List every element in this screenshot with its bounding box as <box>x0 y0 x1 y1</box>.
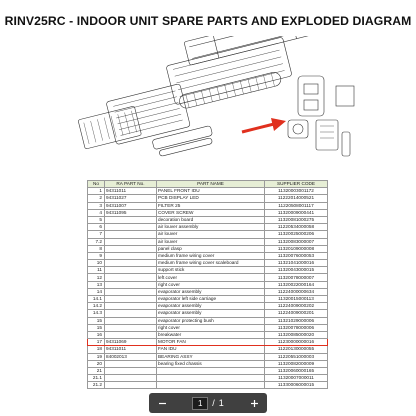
table-row <box>88 195 328 202</box>
cell-supplier-code: 11320015000113 <box>265 296 328 303</box>
cell-no: 16 <box>88 331 105 338</box>
cell-part-name: bearing fixed chassis <box>157 360 265 367</box>
page-indicator <box>192 397 224 410</box>
filter-part <box>78 106 142 149</box>
table-row <box>88 188 328 195</box>
plus-icon <box>250 399 259 408</box>
cell-part-no: 94311011 <box>105 346 157 353</box>
table-row <box>88 252 328 259</box>
cell-part-name: medium frame wiring cover <box>157 252 265 259</box>
cell-part-name: MOTOR FAN <box>157 339 265 346</box>
cell-part-no <box>105 231 157 238</box>
cell-no: 11 <box>88 267 105 274</box>
cell-no: 7 <box>88 231 105 238</box>
cell-part-no <box>105 252 157 259</box>
cell-supplier-code: 11330006000015 <box>265 382 328 389</box>
cell-part-no <box>105 224 157 231</box>
evaporator-part <box>166 37 292 105</box>
cell-part-name: right cover <box>157 324 265 331</box>
cell-supplier-code: 11321041000016 <box>265 260 328 267</box>
cell-part-no <box>105 317 157 324</box>
cell-supplier-code: 11320003001172 <box>265 188 328 195</box>
side-cover-part <box>298 76 324 116</box>
minus-icon <box>158 399 167 408</box>
cell-supplier-code: 11320060000165 <box>265 367 328 374</box>
cell-no: 15 <box>88 317 105 324</box>
cell-part-name: decoration board <box>157 216 265 223</box>
cell-part-no <box>105 367 157 374</box>
cell-part-no: 94311069 <box>105 339 157 346</box>
cell-no: 14.1 <box>88 296 105 303</box>
cell-part-name: air louver <box>157 238 265 245</box>
cell-part-name: left cover <box>157 274 265 281</box>
cell-supplier-code: 11320078000006 <box>265 324 328 331</box>
table-header-row <box>88 181 328 188</box>
table-row <box>88 353 328 360</box>
cell-part-name: evaporator assembly <box>157 303 265 310</box>
cell-no: 1 <box>88 188 105 195</box>
cell-no: 14.3 <box>88 310 105 317</box>
page-separator: / <box>212 398 215 408</box>
cell-supplier-code: 11320009000441 <box>265 209 328 216</box>
cell-part-no <box>105 281 157 288</box>
cell-supplier-code: 11220534000058 <box>265 224 328 231</box>
cell-no: 21.1 <box>88 375 105 382</box>
cell-part-name: COVER SCREW <box>157 209 265 216</box>
louver-part <box>152 125 215 157</box>
cell-part-no <box>105 324 157 331</box>
cell-supplier-code: 11220508001117 <box>265 202 328 209</box>
bracket-part <box>336 86 354 106</box>
cell-part-name: panel clasp <box>157 245 265 252</box>
cell-part-no <box>105 310 157 317</box>
cell-part-no <box>105 360 157 367</box>
cell-supplier-code: 11320022000164 <box>265 281 328 288</box>
current-page-input[interactable]: 1 <box>192 397 208 410</box>
cell-no: 10 <box>88 260 105 267</box>
cell-no: 7.2 <box>88 238 105 245</box>
motor-part <box>288 120 308 138</box>
header-part-no: RA PART No. <box>105 181 157 188</box>
cell-supplier-code: 11321029000006 <box>265 317 328 324</box>
cell-part-no: 94311007 <box>105 202 157 209</box>
cell-supplier-code: 11220130000055 <box>265 346 328 353</box>
zoom-in-button[interactable] <box>247 396 261 410</box>
table-row <box>88 281 328 288</box>
cell-no: 19 <box>88 353 105 360</box>
cell-no: 17 <box>88 339 105 346</box>
cell-no: 21 <box>88 367 105 374</box>
cell-part-no: 94311027 <box>105 195 157 202</box>
cell-supplier-code: 11222014000521 <box>265 195 328 202</box>
page-title: RINV25RC - INDOOR UNIT SPARE PARTS AND EXPLODED DIAGRAM <box>4 14 412 28</box>
cell-part-name: evaporator left side carriage <box>157 296 265 303</box>
cell-part-name: evaporator assembly <box>157 288 265 295</box>
table-row <box>88 267 328 274</box>
table-row <box>88 375 328 382</box>
table-row <box>88 245 328 252</box>
cell-supplier-code: 11320007000011 <box>265 375 328 382</box>
cell-part-no <box>105 267 157 274</box>
cell-part-name <box>157 375 265 382</box>
cell-supplier-code: 11320043000015 <box>265 267 328 274</box>
cell-part-no: 94311011 <box>105 188 157 195</box>
cell-part-no <box>105 375 157 382</box>
cell-part-name: medium frame wiring cover scaleboard <box>157 260 265 267</box>
table-row <box>88 310 328 317</box>
cell-supplier-code: 11320083000007 <box>265 238 328 245</box>
table-row <box>88 331 328 338</box>
cell-part-name <box>157 367 265 374</box>
cell-no: 20 <box>88 360 105 367</box>
cell-part-name: FILTER 25 <box>157 202 265 209</box>
cell-part-name: air louver assembly <box>157 224 265 231</box>
cell-no: 15 <box>88 324 105 331</box>
table-row <box>88 324 328 331</box>
cell-part-no: 84002013 <box>105 353 157 360</box>
cell-part-name: evaporator assembly <box>157 310 265 317</box>
cell-supplier-code: 11224009000201 <box>265 310 328 317</box>
table-row <box>88 288 328 295</box>
cell-part-no <box>105 216 157 223</box>
cell-part-name: breakwater <box>157 331 265 338</box>
electrical-box-part <box>316 120 338 150</box>
table-row-highlighted <box>88 339 328 346</box>
table-row <box>88 260 328 267</box>
cell-no: 12 <box>88 274 105 281</box>
table-row <box>88 216 328 223</box>
cell-no: 14.2 <box>88 303 105 310</box>
exploded-diagram <box>66 36 366 176</box>
cell-part-no <box>105 260 157 267</box>
table-row <box>88 346 328 353</box>
cell-part-no: 94311095 <box>105 209 157 216</box>
cell-part-no <box>105 382 157 389</box>
cell-no: 18 <box>88 346 105 353</box>
cell-no: 2 <box>88 195 105 202</box>
cell-supplier-code: 11320109000008 <box>265 245 328 252</box>
table-row <box>88 303 328 310</box>
cell-no: 21.2 <box>88 382 105 389</box>
cell-supplier-code: 11320085000020 <box>265 331 328 338</box>
cell-supplier-code: 11320081000275 <box>265 216 328 223</box>
cell-part-no <box>105 238 157 245</box>
cell-supplier-code: 11320078000007 <box>265 274 328 281</box>
cell-part-no <box>105 288 157 295</box>
header-part-name: PART NAME <box>157 181 265 188</box>
cell-no: 6 <box>88 224 105 231</box>
cell-supplier-code: 11224000000634 <box>265 288 328 295</box>
remote-part <box>342 132 350 156</box>
cell-supplier-code: 11220551000003 <box>265 353 328 360</box>
cell-part-name: evaporator protecting bush <box>157 317 265 324</box>
motor-arrow <box>242 118 286 132</box>
total-pages: 1 <box>218 398 224 408</box>
cell-no: 9 <box>88 252 105 259</box>
header-supplier-code: SUPPLIER CODE <box>265 181 328 188</box>
zoom-out-button[interactable] <box>155 396 169 410</box>
cell-supplier-code: 11320076000053 <box>265 252 328 259</box>
table-row <box>88 382 328 389</box>
spare-parts-table <box>87 180 328 389</box>
table-row <box>88 317 328 324</box>
cell-no: 4 <box>88 209 105 216</box>
cell-part-no <box>105 331 157 338</box>
header-no: No <box>88 181 105 188</box>
cell-part-no <box>105 274 157 281</box>
cell-part-name: support stick <box>157 267 265 274</box>
cell-part-no <box>105 296 157 303</box>
table-row <box>88 238 328 245</box>
cell-supplier-code: 11224009000202 <box>265 303 328 310</box>
table-row <box>88 360 328 367</box>
cell-part-name: FAN IDU <box>157 346 265 353</box>
cell-part-no <box>105 303 157 310</box>
cell-no: 8 <box>88 245 105 252</box>
table-row <box>88 296 328 303</box>
cell-no: 14 <box>88 288 105 295</box>
cell-part-name: right cover <box>157 281 265 288</box>
front-panel-part <box>106 84 190 145</box>
cell-part-no <box>105 245 157 252</box>
table-row <box>88 202 328 209</box>
cell-part-name: air louver <box>157 231 265 238</box>
cell-part-name: BEARING ASSY <box>157 353 265 360</box>
cell-no: 3 <box>88 202 105 209</box>
cell-no: 13 <box>88 281 105 288</box>
cell-part-name: PANEL FRONT IDU <box>157 188 265 195</box>
table-row <box>88 274 328 281</box>
cell-supplier-code: 11320025000206 <box>265 231 328 238</box>
cell-part-name <box>157 382 265 389</box>
table-row <box>88 224 328 231</box>
table-row <box>88 209 328 216</box>
cell-supplier-code: 11230000000016 <box>265 339 328 346</box>
table-row <box>88 367 328 374</box>
table-row <box>88 231 328 238</box>
cell-supplier-code: 11320082000009 <box>265 360 328 367</box>
cell-part-name: PCB DISPLAY LED <box>157 195 265 202</box>
page-navigation-toolbar <box>149 393 267 413</box>
cell-no: 5 <box>88 216 105 223</box>
